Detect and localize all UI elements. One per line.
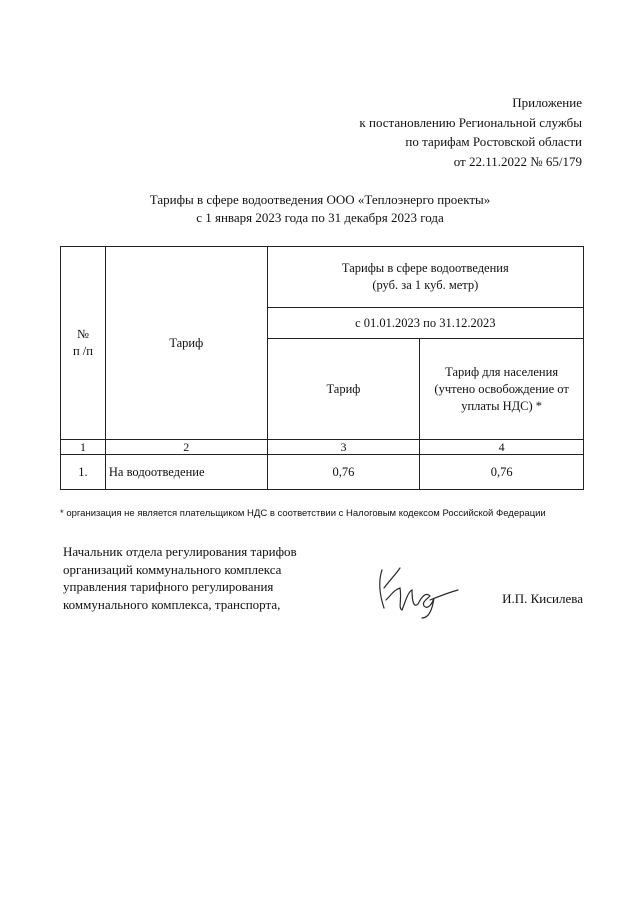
footnote: * организация не является плательщиком НДС в соответствии с Налоговым кодексом Российской Федерации [60, 508, 546, 519]
appendix-line: по тарифам Ростовской области [405, 134, 582, 149]
header-period: с 01.01.2023 по 31.12.2023 [267, 308, 583, 339]
signatory-line: управления тарифного регулирования [63, 579, 274, 594]
row-name: На водоотведение [105, 455, 267, 490]
header-sub-population [420, 339, 584, 440]
index-cell: 3 [267, 440, 420, 455]
header-population-line: Тариф для населения [445, 364, 559, 379]
header-number-line: п /п [72, 344, 93, 358]
signatory-line: коммунального комплекса, транспорта, [63, 596, 281, 612]
index-row [61, 440, 584, 455]
row-tariff: 0,76 [267, 455, 420, 490]
header-sub-tariff: Тариф [267, 339, 420, 440]
title-line: с 1 января 2023 года по 31 декабря 2023 года [196, 210, 444, 225]
signatory-name: И.П. Кисилева [502, 591, 583, 606]
document-title [60, 191, 580, 227]
appendix-line: к постановлению Региональной службы [359, 114, 582, 130]
index-cell: 2 [105, 440, 267, 455]
appendix-line: от 22.11.2022 № 65/179 [453, 153, 582, 169]
header-group-line: Тарифы в сфере водоотведения [341, 261, 509, 275]
title-line: Тарифы в сфере водоотведения ООО «Теплоэнерго проекты» [149, 192, 491, 207]
header-group-line: (руб. за 1 куб. метр) [372, 278, 479, 292]
handwritten-signature [372, 560, 460, 620]
header-population-line: уплаты НДС) * [461, 398, 543, 413]
signatory-line: Начальник отдела регулирования тарифов [63, 544, 297, 559]
tariff-table [60, 246, 584, 490]
header-number-line: № [76, 327, 89, 341]
header-number [61, 247, 106, 440]
appendix-block [282, 93, 582, 171]
header-group [267, 247, 583, 308]
table-row [61, 455, 584, 490]
appendix-line: Приложение [512, 95, 582, 110]
index-cell: 1 [61, 440, 106, 455]
header-population-line: (учтено освобождение от [434, 381, 569, 396]
row-population-tariff: 0,76 [420, 455, 584, 490]
index-cell: 4 [420, 440, 584, 455]
row-number: 1. [61, 455, 106, 490]
header-tariff: Тариф [105, 247, 267, 440]
signatory-line: организаций коммунального комплекса [63, 561, 282, 577]
signatory-position [63, 543, 363, 613]
